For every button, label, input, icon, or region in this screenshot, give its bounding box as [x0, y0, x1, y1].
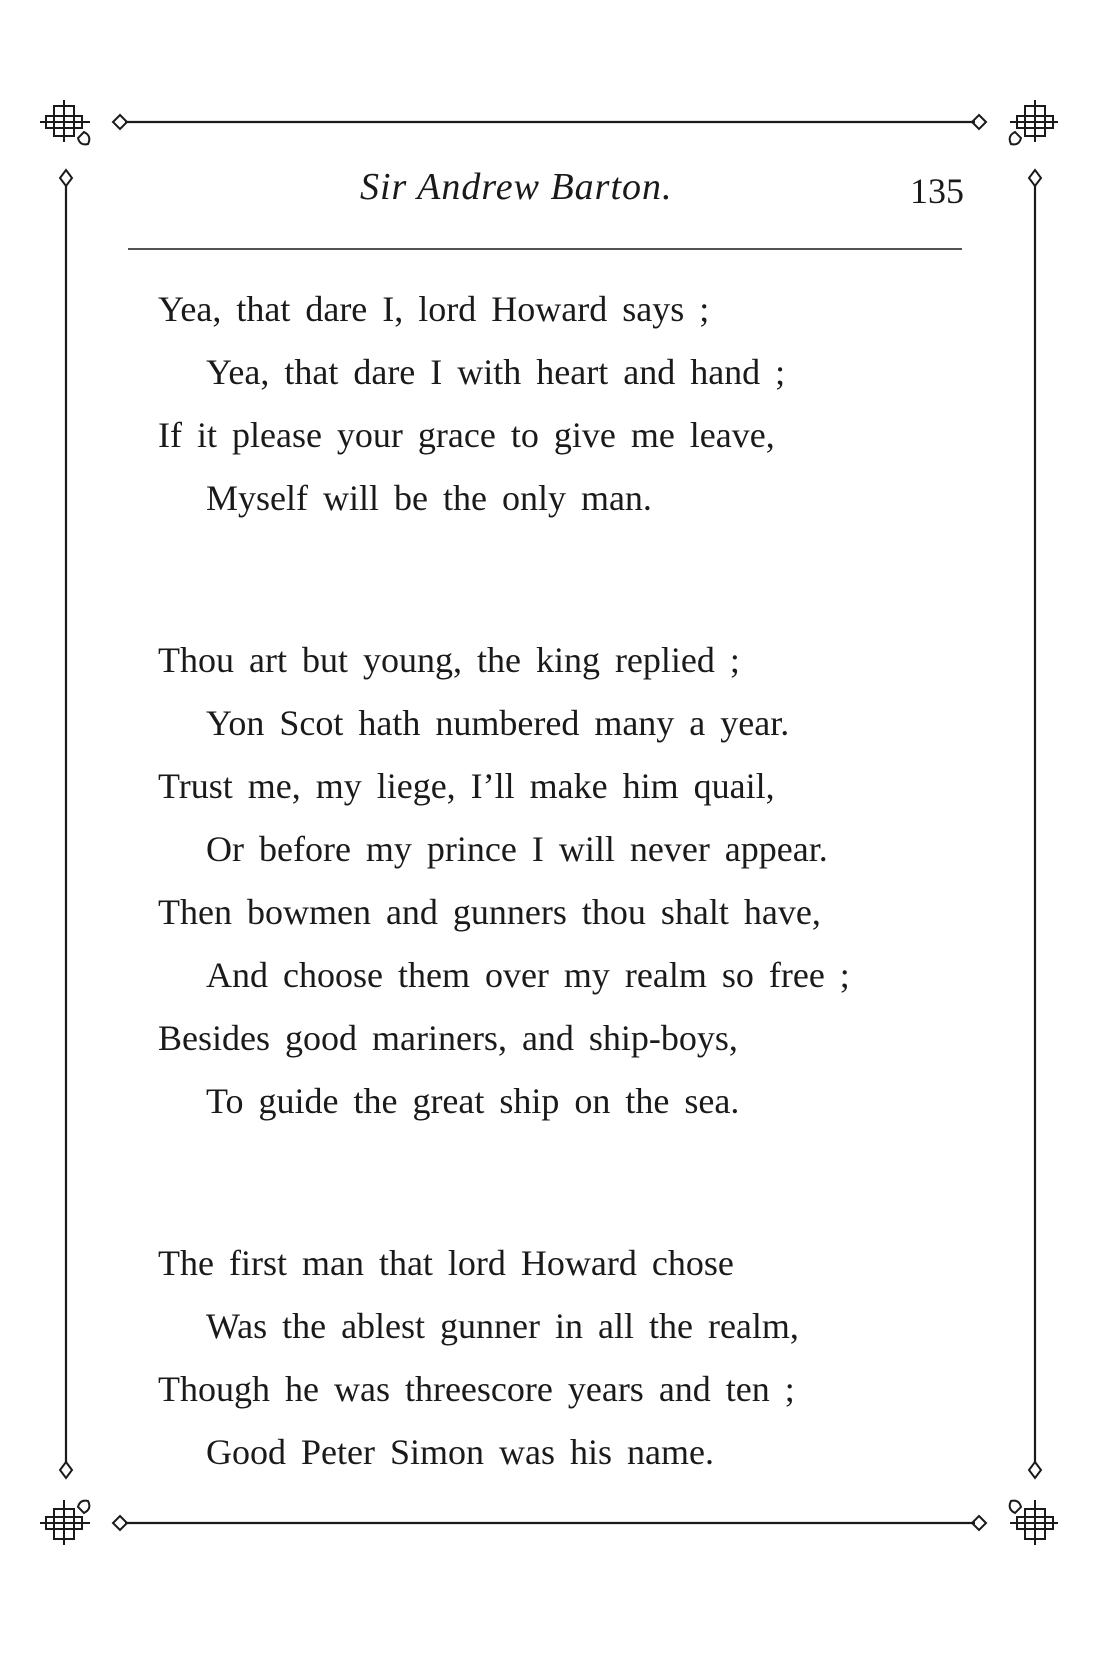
- poem-line: If it please your grace to give me leave,: [158, 415, 775, 455]
- corner-ornament-bottom-left-icon: [40, 1462, 127, 1545]
- poem-line: Myself will be the only man.: [206, 478, 652, 518]
- poem-line: Thou art but young, the king replied ;: [158, 640, 740, 680]
- poem-line: Yon Scot hath numbered many a year.: [206, 703, 790, 743]
- poem-line: Trust me, my liege, I’ll make him quail,: [158, 766, 775, 806]
- stanza: [158, 1232, 988, 1484]
- page-number: 135: [910, 171, 964, 211]
- poem-line: Besides good mariners, and ship-boys,: [158, 1018, 738, 1058]
- poem-line: Though he was threescore years and ten ;: [158, 1369, 795, 1409]
- corner-ornament-top-right-icon: [972, 100, 1058, 186]
- poem-line: Yea, that dare I, lord Howard says ;: [158, 289, 710, 329]
- poem-line: Yea, that dare I with heart and hand ;: [206, 352, 786, 392]
- poem-line: To guide the great ship on the sea.: [206, 1081, 740, 1121]
- poem-line: The first man that lord Howard chose: [158, 1243, 734, 1283]
- poem-line: Then bowmen and gunners thou shalt have,: [158, 892, 821, 932]
- corner-ornament-top-left-icon: [40, 100, 127, 186]
- stanza: [158, 629, 988, 1133]
- poem-body: [158, 278, 988, 1583]
- stanza: [158, 278, 988, 530]
- poem-line: And choose them over my realm so free ;: [206, 955, 850, 995]
- poem-line: Good Peter Simon was his name.: [206, 1432, 714, 1472]
- running-title: Sir Andrew Barton.: [360, 166, 673, 208]
- poem-line: Was the ablest gunner in all the realm,: [206, 1306, 799, 1346]
- poem-line: Or before my prince I will never appear.: [206, 829, 828, 869]
